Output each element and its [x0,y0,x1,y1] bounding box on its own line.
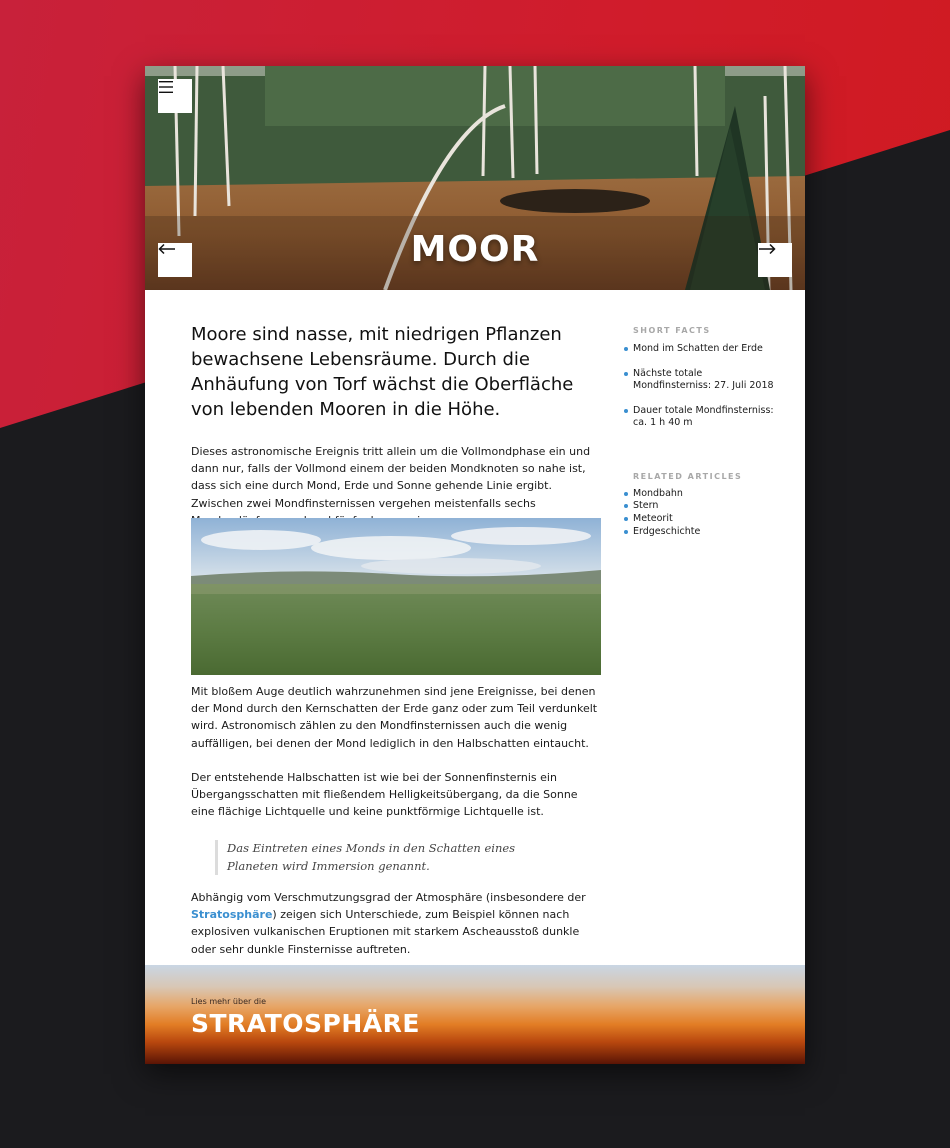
article-lead: Moore sind nasse, mit niedrigen Pflanzen bewachsene Lebensräume. Durch die Anhäufung von Torf wächst die Oberfläche von lebenden Mooren in die Höhe. [191,324,574,420]
sidebar [633,326,783,539]
related-article-meteorit[interactable] [633,513,783,526]
article-body [191,322,601,956]
fact-item [633,405,783,430]
bullet-icon [624,504,628,508]
banner-kicker: Lies mehr über die [191,997,267,1006]
article-card [145,66,805,1064]
bullet-icon [624,409,628,413]
article-paragraph: Der entstehende Halbschatten ist wie bei der Sonnenfinsternis ein Übergangsschatten mit fließendem Helligkeitsübergang, da die Sonne eine flächige Lichtquelle und keine punktförmige Lichtquelle ist. [191,771,578,819]
paragraph-text: ) zeigen sich Unterschiede, zum Beispiel können nach explosiven vulkanischen Eruptionen mit starkem Ascheausstoß dunkle oder sehr dunkle Finsternisse auftreten. [191,908,580,956]
fact-text: Dauer totale Mondfinsterniss: ca. 1 h 40 m [633,404,774,428]
menu-button[interactable] [158,79,192,113]
article-paragraph: Dieses astronomische Ereignis tritt allein um die Vollmondphase ein und dann nur, falls der Vollmond einem der beiden Mondknoten so nahe ist, dass sich eine durch Mond, Erde und Sonne gehende Linie ergibt. Zwischen zwei Mondfinsternissen vergehen meistenfalls sechs [191,445,591,510]
page-title: MOOR [410,229,540,270]
paragraph-text: Abhängig vom Verschmutzungsgrad der Atmosphäre (insbesondere der [191,891,586,904]
bullet-icon [624,530,628,534]
related-article-stern[interactable] [633,500,783,513]
article-quote: Das Eintreten eines Monds in den Schatten eines Planeten wird Immersion genannt. [215,840,555,875]
article-paragraph: Mit bloßem Auge deutlich wahrzunehmen sind jene Ereignisse, bei denen der Mond durch den Kernschatten der Erde ganz oder zum Teil verdunkelt wird. Astronomisch zählen zu den Mondfinsternissen auch die wenig auffälligen, bei denen der Mond lediglich in den Halbschatten eintaucht. [191,685,598,750]
hamburger-menu-icon [158,79,174,95]
related-article-label: Mondbahn [633,487,683,499]
banner-title: STRATOSPHÄRE [191,1009,420,1038]
bullet-icon [624,347,628,351]
fact-item [633,343,783,356]
fact-text: Nächste totale Mondfinsterniss: 27. Juli 2018 [633,367,774,391]
related-article-label: Stern [633,500,659,512]
short-facts-list [633,343,783,430]
related-article-label: Meteorit [633,513,673,525]
bullet-icon [624,372,628,376]
moorland-photo [191,518,601,675]
stratosphaere-link[interactable]: Stratosphäre [191,908,273,922]
read-more-banner[interactable] [145,965,805,1064]
related-articles-list [633,488,783,539]
related-article-label: Erdgeschichte [633,525,701,537]
bullet-icon [624,492,628,496]
related-articles-heading: RELATED ARTICLES [633,471,743,481]
fact-text: Mond im Schatten der Erde [633,343,763,354]
related-article-mondbahn[interactable] [633,488,783,501]
bullet-icon [624,517,628,521]
short-facts-heading: SHORT FACTS [633,326,711,335]
article-paragraph [191,889,601,958]
related-article-erdgeschichte[interactable] [633,526,783,539]
fact-item [633,368,783,393]
hero-image [145,66,805,290]
